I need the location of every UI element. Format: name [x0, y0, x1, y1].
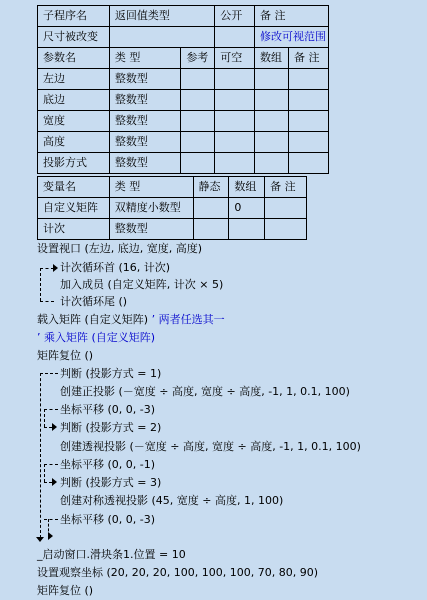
header-var-static: 静态	[193, 177, 229, 198]
var-static[interactable]	[193, 219, 229, 240]
sub-info-row	[38, 27, 329, 48]
param-nullable[interactable]	[215, 153, 255, 174]
header-param-array: 数组	[255, 48, 289, 69]
param-ref[interactable]	[181, 153, 215, 174]
flow-line	[40, 301, 54, 302]
param-array[interactable]	[255, 153, 289, 174]
var-name[interactable]: 自定义矩阵	[38, 198, 110, 219]
flow-line	[40, 373, 41, 538]
flow-line	[40, 373, 58, 374]
code-line[interactable]: 创建正投影 (－宽度 ÷ 高度, 宽度 ÷ 高度, -1, 1, 0.1, 100)	[60, 385, 350, 398]
var-static[interactable]	[193, 198, 229, 219]
sub-return-cell[interactable]	[109, 27, 214, 48]
code-line[interactable]: 判断 (投影方式 = 1)	[60, 367, 162, 380]
param-nullable[interactable]	[215, 111, 255, 132]
param-row	[38, 153, 329, 174]
param-type[interactable]: 整数型	[109, 69, 180, 90]
param-ref[interactable]	[181, 132, 215, 153]
code-line[interactable]: 判断 (投影方式 = 2)	[60, 421, 162, 434]
sub-header-row	[38, 6, 329, 27]
var-remark[interactable]	[265, 198, 307, 219]
flow-line	[44, 409, 45, 427]
code-line[interactable]	[37, 313, 225, 327]
header-param-ref: 参考	[181, 48, 215, 69]
param-nullable[interactable]	[215, 69, 255, 90]
flow-line	[44, 464, 45, 482]
header-return-type: 返回值类型	[109, 6, 214, 27]
sub-remark-cell[interactable]: 修改可视范围	[255, 27, 329, 48]
param-remark[interactable]	[289, 111, 329, 132]
code-comment-line[interactable]: ’ 乘入矩阵 (自定义矩阵)	[37, 331, 156, 344]
subprogram-table	[37, 5, 329, 174]
arrow-right-icon	[53, 264, 58, 272]
param-ref[interactable]	[181, 69, 215, 90]
param-nullable[interactable]	[215, 90, 255, 111]
code-line[interactable]: 创建透视投影 (－宽度 ÷ 高度, 宽度 ÷ 高度, -1, 1, 0.1, 100)	[60, 440, 361, 453]
sub-public-cell[interactable]	[215, 27, 255, 48]
code-statement: 载入矩阵 (自定义矩阵)	[37, 313, 149, 326]
param-row	[38, 132, 329, 153]
flow-line	[44, 427, 52, 428]
header-param-type: 类 型	[109, 48, 180, 69]
param-array[interactable]	[255, 69, 289, 90]
param-remark[interactable]	[289, 132, 329, 153]
arrow-right-icon	[52, 478, 57, 486]
param-ref[interactable]	[181, 111, 215, 132]
code-line[interactable]: 坐标平移 (0, 0, -3)	[60, 403, 156, 416]
var-array[interactable]	[229, 219, 265, 240]
arrow-right-icon	[48, 532, 53, 540]
header-param-nullable: 可空	[215, 48, 255, 69]
param-array[interactable]	[255, 132, 289, 153]
header-var-type: 类 型	[109, 177, 193, 198]
code-line[interactable]: 坐标平移 (0, 0, -3)	[60, 513, 156, 526]
param-type[interactable]: 整数型	[109, 153, 180, 174]
param-row	[38, 69, 329, 90]
flow-line	[40, 268, 41, 301]
arrow-right-icon	[52, 423, 57, 431]
code-line[interactable]: 设置观察坐标 (20, 20, 20, 100, 100, 100, 70, 80, 90)	[37, 566, 318, 579]
param-remark[interactable]	[289, 69, 329, 90]
param-remark[interactable]	[289, 153, 329, 174]
param-name[interactable]: 左边	[38, 69, 110, 90]
code-line[interactable]: 加入成员 (自定义矩阵, 计次 × 5)	[60, 278, 224, 291]
var-type[interactable]: 双精度小数型	[109, 198, 193, 219]
sub-name-cell[interactable]: 尺寸被改变	[38, 27, 110, 48]
var-remark[interactable]	[265, 219, 307, 240]
header-var-remark: 备 注	[265, 177, 307, 198]
param-remark[interactable]	[289, 90, 329, 111]
param-type[interactable]: 整数型	[109, 90, 180, 111]
var-type[interactable]: 整数型	[109, 219, 193, 240]
header-param-remark: 备 注	[289, 48, 329, 69]
var-name[interactable]: 计次	[38, 219, 110, 240]
code-line[interactable]: 矩阵复位 ()	[37, 349, 94, 362]
param-array[interactable]	[255, 90, 289, 111]
code-line[interactable]: 设置视口 (左边, 底边, 宽度, 高度)	[37, 242, 203, 255]
param-row	[38, 111, 329, 132]
param-name[interactable]: 高度	[38, 132, 110, 153]
header-public: 公开	[215, 6, 255, 27]
param-name[interactable]: 宽度	[38, 111, 110, 132]
param-name[interactable]: 投影方式	[38, 153, 110, 174]
var-row	[38, 198, 307, 219]
code-line[interactable]: 矩阵复位 ()	[37, 584, 94, 597]
flow-line	[44, 482, 52, 483]
param-name[interactable]: 底边	[38, 90, 110, 111]
code-line[interactable]: 判断 (投影方式 = 3)	[60, 476, 162, 489]
header-var-name: 变量名	[38, 177, 110, 198]
header-var-array: 数组	[229, 177, 265, 198]
var-header-row	[38, 177, 307, 198]
code-line[interactable]: 计次循环首 (16, 计次)	[60, 261, 171, 274]
flow-line	[44, 464, 58, 465]
param-type[interactable]: 整数型	[109, 132, 180, 153]
variable-table	[37, 176, 307, 240]
code-line[interactable]: _启动窗口.滑块条1.位置 = 10	[37, 548, 186, 561]
param-header-row	[38, 48, 329, 69]
code-line[interactable]: 坐标平移 (0, 0, -1)	[60, 458, 156, 471]
flow-line	[44, 519, 58, 520]
code-line[interactable]: 计次循环尾 ()	[60, 295, 128, 308]
param-row	[38, 90, 329, 111]
var-row	[38, 219, 307, 240]
arrow-down-icon	[36, 537, 44, 542]
code-comment: ’ 两者任选其一	[151, 313, 225, 326]
param-type[interactable]: 整数型	[109, 111, 180, 132]
code-line[interactable]: 创建对称透视投影 (45, 宽度 ÷ 高度, 1, 100)	[60, 494, 284, 507]
header-sub-name: 子程序名	[38, 6, 110, 27]
var-array[interactable]: 0	[229, 198, 265, 219]
header-param-name: 参数名	[38, 48, 110, 69]
param-array[interactable]	[255, 111, 289, 132]
header-remark: 备 注	[255, 6, 329, 27]
param-ref[interactable]	[181, 90, 215, 111]
flow-line	[40, 268, 54, 269]
param-nullable[interactable]	[215, 132, 255, 153]
flow-line	[44, 409, 58, 410]
